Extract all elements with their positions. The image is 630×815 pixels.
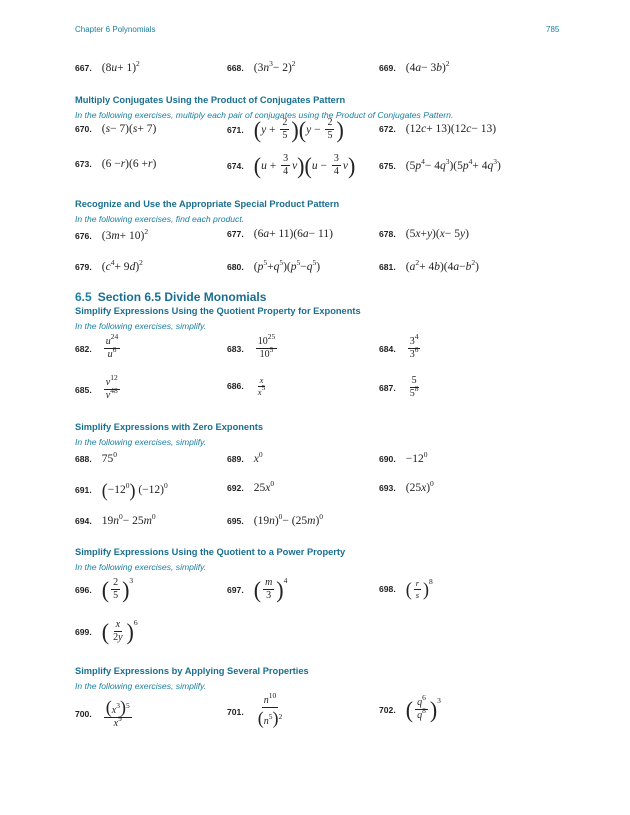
section-6-5-heading: 6.5 Section 6.5 Divide Monomials [75,290,267,304]
exercise-680: 680. ( p $^5$ + q $^5$ )( p $^5$ − q $^5$ ) [227,257,321,273]
section-title-quotient: Simplify Expressions Using the Quotient Property for Exponents [75,306,361,316]
exercise-697: 697. ( $\frac{m}{3}$ ) 4 [227,575,288,603]
section-title-zero: Simplify Expressions with Zero Exponents [75,422,264,432]
exercise-682: 682. $\frac{u^{24}}{u^6}$ [75,332,119,360]
exercise-671: 671. ( y + $\frac{2}{5}$ ) ( y − $\frac{2}{5}$ ) [227,115,344,143]
section-instruction-zero: In the following exercises, simplify. [75,437,207,447]
section-title-several: Simplify Expressions by Applying Several Properties [75,666,309,676]
section-title-special: Recognize and Use the Appropriate Special Product Pattern [75,199,340,209]
exercise-696: 696. ( $\frac{2}{5}$ ) 3 [75,575,134,603]
exercise-700: 700. $\frac{(x^3)^5}{x^9}$ [75,697,130,729]
section-title-conjugates: Multiply Conjugates Using the Product of Conjugates Pattern [75,95,346,105]
exercise-678: 678. (5 x + y )( x − 5 y ) [379,228,469,240]
section-title-qpower: Simplify Expressions Using the Quotient to a Power Property [75,547,346,557]
section-instruction-several: In the following exercises, simplify. [75,681,207,691]
exercise-669: 669. (4 a − 3 b ) $^2$ [379,58,450,74]
section-instruction-conjugates: In the following exercises, multiply each pair of conjugates using the Product of Conjugates Pattern. [75,110,454,120]
exercise-695: 695. (19 n ) $^0$ − (25 m ) $^0$ [227,511,324,527]
exercise-677: 677. (6 a + 11)(6 a − 11) [227,228,333,240]
exercise-687: 687. $\frac{5}{5^8}$ [379,375,419,399]
exercise-699: 699. ( $\frac{x}{2y}$ ) 6 [75,617,138,645]
chapter-header: Chapter 6 Polynomials [75,25,156,34]
exercise-674: 674. ( u + $\frac{3}{4}$ v ) ( u − $\frac{3}{4}$ v ) [227,151,356,179]
exercise-675: 675. (5 p $^4$ − 4 q $^3$ )(5 p $^4$ + 4 q $^3$ ) [379,156,501,172]
exercise-701: 701. $\frac{n^{10}}{(n^5)^2}$ [227,691,283,728]
exercise-694: 694. 19 n $^0$ − 25 m $^0$ [75,511,156,527]
exercise-681: 681. ( a $^2$ + 4 b )(4 a − b $^2$ ) [379,257,479,273]
exercise-689: 689. x $^0$ [227,449,263,465]
exercise-693: 693. (25 x ) $^0$ [379,478,434,494]
section-instruction-quotient: In the following exercises, simplify. [75,321,207,331]
exercise-676: 676. (3 m + 10) $^2$ [75,226,149,242]
exercise-672: 672. (12 c + 13)(12 c − 13) [379,123,497,135]
section-instruction-special: In the following exercises, find each product. [75,214,245,224]
exercise-702: 702. ( $\frac{q^6}{q^8}$ ) 3 [379,693,441,723]
exercise-683: 683. $\frac{10^{25}}{10^5}$ [227,332,276,360]
exercise-688: 688. 75 $^0$ [75,449,117,465]
exercise-690: 690. −12 $^0$ [379,449,428,465]
exercise-679: 679. ( c $^4$ + 9 d ) $^2$ [75,257,143,273]
exercise-673: 673. (6 − r )(6 + r ) [75,158,157,170]
exercise-692: 692. 25 x $^0$ [227,478,275,494]
exercise-686: 686. $\frac{x}{x^5}$ [227,375,266,397]
exercise-685: 685. $\frac{v^{12}}{v^{48}}$ [75,373,118,401]
exercise-691: 691. ( −12 $^0$ ) (−12) $^0$ [75,479,168,501]
exercise-670: 670. ( s − 7)( s + 7) [75,123,157,135]
exercise-684: 684. $\frac{3^4}{3^6}$ [379,332,419,360]
page-number: 785 [546,25,560,34]
exercise-667: 667. (8 u + 1) $^2$ [75,58,140,74]
exercise-698: 698. ( $\frac{r}{s}$ ) 8 [379,577,433,600]
exercise-668: 668. (3 n $^3$ − 2) $^2$ [227,58,296,74]
section-instruction-qpower: In the following exercises, simplify. [75,562,207,572]
